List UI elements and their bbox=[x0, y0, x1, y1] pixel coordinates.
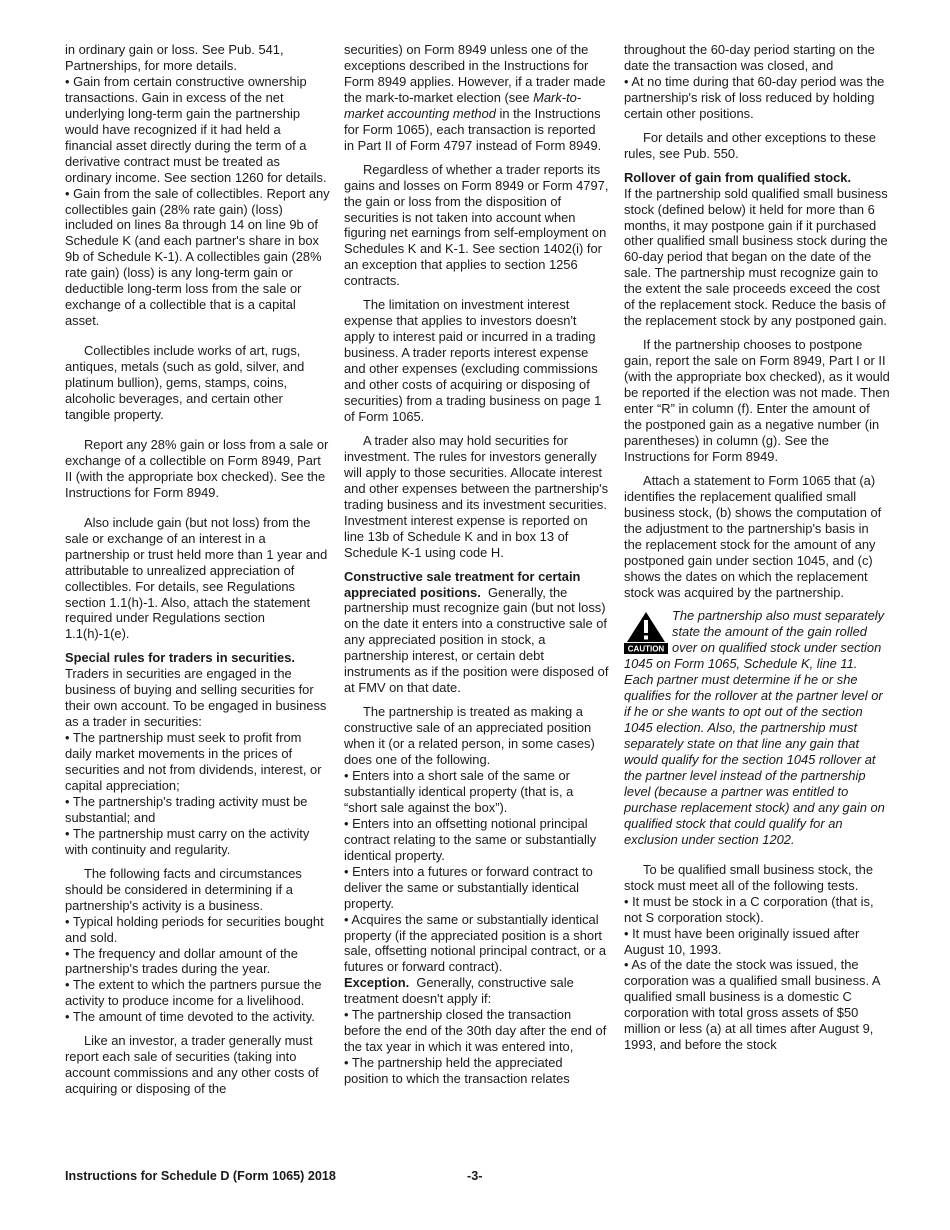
section-constructive-sale bbox=[344, 569, 609, 697]
text-run: securities) on Form 8949 unless one of the exceptions described in the Instructions for Form 8949 applies. However, if a trader made the mark-to-market election (see bbox=[344, 42, 606, 105]
section-body: Generally, the partnership must recognize gain (but not loss) on the date it enters into a constructive sale of any appreciated position in stock, a partnership interest, or certain debt instruments as if the position were disposed of at FMV on that date. bbox=[344, 584, 609, 696]
bullet-item: • The frequency and dollar amount of the partnership's trades during the year. bbox=[65, 945, 298, 977]
paragraph: Attach a statement to Form 1065 that (a) identifies the replacement qualified small business stock, (b) shows the computation of the adjustment to the partnership's basis in the replacement stock for the amount of any postponed gain under section 1045, and (c) shows the dates on which the replacement stock was acquired by the partnership. bbox=[624, 472, 882, 600]
exception-heading: Exception. bbox=[344, 975, 410, 991]
bullet-item: • It must have been originally issued after August 10, 1993. bbox=[624, 925, 860, 957]
bullet-item: • Enters into a short sale of the same or substantially identical property (that is, a “short sale against the box”). bbox=[344, 767, 574, 815]
caution-text: The partnership also must separately state the amount of the gain rolled over on qualified stock under section 1045 on Form 1065, Schedule K, line 11. Each partner must determine if he or she qualifies for the rollover at the partner level or if he or she wants to opt out of the section 1045 election. Also, the partnership must separately state on that line any gain that would qualify for the section 1045 rollover at the partner level instead of the partnership level (because a partner was entitled to purchase replacement stock) and any gain on qualified stock that could qualify for an exclusion under section 1202. bbox=[624, 608, 885, 847]
bullet-item: • As of the date the stock was issued, the corporation was a qualified small business. A qualified small business is a domestic C corporation with total gross assets of $50 million or less (a) at all times after August 9, 1993, and before the stock bbox=[624, 957, 880, 1053]
paragraph bbox=[344, 42, 609, 154]
section-traders bbox=[65, 650, 330, 730]
paragraph: in ordinary gain or loss. See Pub. 541, Partnerships, for more details. bbox=[65, 42, 284, 73]
section-body: If the partnership sold qualified small business stock (defined below) it held for more than 6 months, it may postpone gain if it purchased other qualified small business stock during the 60-day period that began on the date of the sale. The partnership must recognize gain to the extent the sale proceeds exceed the cost of the replacement stock. Reduce the basis of the replacement stock by any postponed gain. bbox=[624, 185, 888, 329]
caution-note bbox=[624, 608, 890, 847]
paragraph: The partnership is treated as making a constructive sale of an appreciated position when it (or a related person, in some cases) does one of the following. bbox=[344, 704, 595, 768]
section-heading: Special rules for traders in securities. bbox=[65, 650, 295, 666]
bullet-item: • The partnership closed the transaction before the end of the 30th day after the end of the tax year in which it was entered into, bbox=[344, 1007, 607, 1055]
paragraph: throughout the 60-day period starting on the date the transaction was closed, and bbox=[624, 42, 875, 73]
bullet-item: • The partnership's trading activity must be substantial; and bbox=[65, 793, 308, 825]
column-right bbox=[624, 42, 890, 1053]
section-body: Traders in securities are engaged in the business of buying and selling securities for their own account. To be engaged in business as a trader in securities: bbox=[65, 666, 327, 730]
bullet-item: • At no time during that 60-day period was the partnership's risk of loss reduced by holding certain other positions. bbox=[624, 73, 885, 121]
exception-paragraph bbox=[344, 975, 609, 1007]
paragraph: If the partnership chooses to postpone gain, report the sale on Form 8949, Part I or II (with the appropriate box checked), as it would be reported if the election was not made. Then enter “R” in column (f). Enter the amount of the postponed gain as a negative number (in parentheses) in column (g). See the Instructions for Form 8949. bbox=[624, 337, 890, 464]
paragraph: Also include gain (but not loss) from the sale or exchange of an interest in a partnership or trust held more than 1 year and attributable to unrealized appreciation of collectibles. For details, see Regulations section 1.1(h)-1. Also, attach the statement required under Regulations section 1.1(h)-1(e). bbox=[65, 514, 328, 642]
bullet-item: • The partnership must seek to profit from daily market movements in the prices of securities and not from dividends, interest, or capital appreciation; bbox=[65, 730, 322, 793]
bullet-item: • The amount of time devoted to the activity. bbox=[65, 1009, 315, 1025]
bullet-item: • Gain from certain constructive ownership transactions. Gain in excess of the net underlying long-term gain the partnership would have recognized if it had held a financial asset directly during the term of a derivative contract must be treated as ordinary income. See section 1260 for details. bbox=[65, 73, 327, 185]
paragraph: Regardless of whether a trader reports its gains and losses on Form 8949 or Form 4797, the gain or loss from the disposition of securities is not taken into account when figuring net earnings from self-employment on Schedules K and K-1. See section 1402(i) for an exception that applies to section 1256 contracts. bbox=[344, 161, 609, 289]
paragraph: Report any 28% gain or loss from a sale or exchange of a collectible on Form 8949, Part II (with the appropriate box checked). See the Instructions for Form 8949. bbox=[65, 436, 329, 500]
bullet-item: • The partnership held the appreciated position to which the transaction relates bbox=[344, 1055, 570, 1087]
caution-icon bbox=[624, 610, 668, 654]
column-left bbox=[65, 42, 330, 1097]
paragraph: The following facts and circumstances should be considered in determining if a partnership's activity is a business. bbox=[65, 865, 302, 913]
italic-reference: Mark-to-market accounting method bbox=[344, 89, 582, 121]
bullet-item: • Acquires the same or substantially identical property (if the appreciated position is a short sale, offsetting notional principal contract, or a futures or forward contract). bbox=[344, 911, 607, 975]
paragraph: The limitation on investment interest expense that applies to investors doesn't apply to interest paid or incurred in a trading business. A trader reports interest expense and other expenses (excluding commissions and other costs of acquiring or disposing of securities) from a trading business on page 1 of Form 1065. bbox=[344, 297, 602, 424]
paragraph: To be qualified small business stock, the stock must meet all of the following tests. bbox=[624, 861, 874, 893]
paragraph: A trader also may hold securities for investment. The rules for investors generally will apply to those securities. Allocate interest and other expenses between the partnership's trading business and its investment securities. Investment interest expense is reported on line 13b of Schedule K and in box 13 of Schedule K-1 using code H. bbox=[344, 432, 609, 560]
bullet-item: • The partnership must carry on the activity with continuity and regularity. bbox=[65, 825, 310, 857]
bullet-item: • It must be stock in a C corporation (that is, not S corporation stock). bbox=[624, 893, 874, 925]
section-rollover bbox=[624, 170, 890, 330]
paragraph: For details and other exceptions to these rules, see Pub. 550. bbox=[624, 129, 876, 161]
bullet-item: • The extent to which the partners pursue the activity to produce income for a livelihood. bbox=[65, 977, 322, 1009]
column-middle bbox=[344, 42, 609, 1087]
paragraph: Like an investor, a trader generally must report each sale of securities (taking into account commissions and any other costs of acquiring or disposing of the bbox=[65, 1033, 319, 1097]
text-run: in the Instructions for Form 1065), each transaction is reported in Part II of Form 4797 instead of Form 8949. bbox=[344, 105, 602, 153]
footer-title: Instructions for Schedule D (Form 1065) 2018 bbox=[65, 1169, 336, 1183]
page-number: -3- bbox=[467, 1169, 483, 1183]
bullet-item: • Enters into a futures or forward contract to deliver the same or substantially identical property. bbox=[344, 863, 593, 911]
bullet-item: • Gain from the sale of collectibles. Report any collectibles gain (28% rate gain) (loss) included on lines 8a through 14 on line 9b of Schedule K (and each partner's share in box 9b of Schedule K-1). A collectibles gain (28% rate gain) (loss) is any long-term gain or deductible long-term loss from the sale or exchange of a collectible that is a capital asset. bbox=[65, 185, 330, 329]
section-heading: Constructive sale treatment for certain appreciated positions. bbox=[344, 568, 581, 600]
exception-body: Generally, constructive sale treatment doesn't apply if: bbox=[344, 975, 574, 1007]
bullet-item: • Typical holding periods for securities bought and sold. bbox=[65, 913, 324, 945]
caution-label: CAUTION bbox=[627, 644, 665, 654]
bullet-item: • Enters into an offsetting notional principal contract relating to the same or substantially identical property. bbox=[344, 815, 597, 863]
section-heading: Rollover of gain from qualified stock. bbox=[624, 169, 852, 185]
paragraph: Collectibles include works of art, rugs, antiques, metals (such as gold, silver, and platinum bullion), gems, stamps, coins, alcoholic beverages, and certain other tangible property. bbox=[65, 343, 305, 422]
